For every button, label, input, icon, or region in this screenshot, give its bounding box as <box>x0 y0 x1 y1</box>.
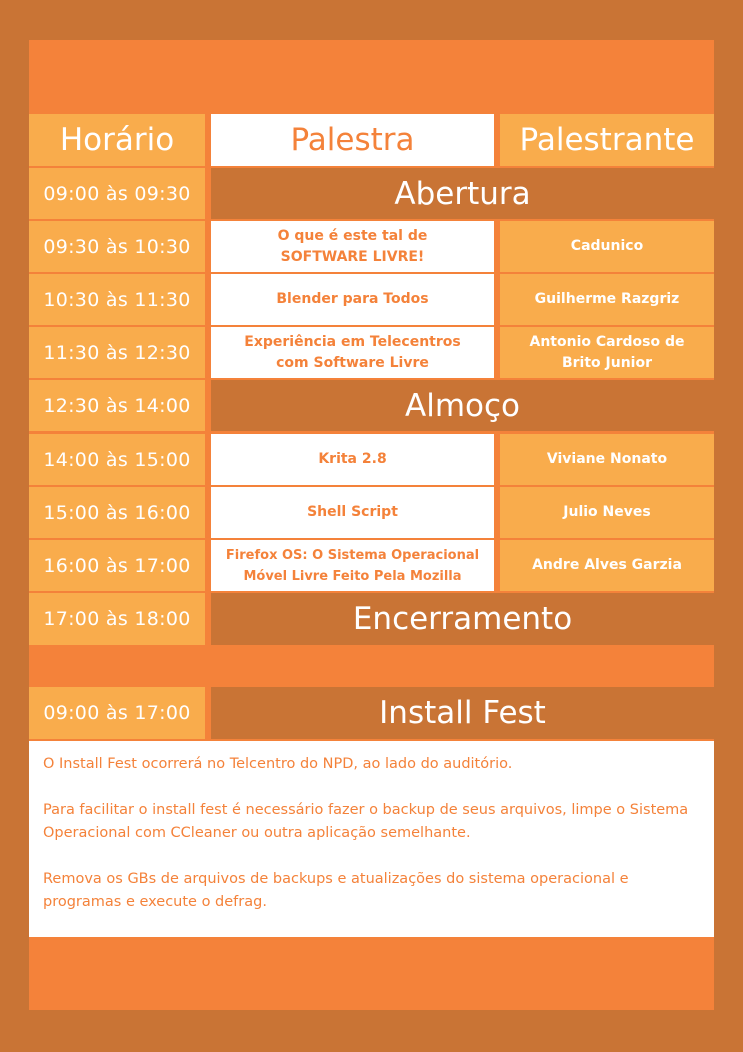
speaker-name: Julio Neves <box>500 487 714 538</box>
header-time: Horário <box>29 114 205 166</box>
info-paragraph: Para facilitar o install fest é necessário fazer o backup de seus arquivos, limpe o Sistema Operacional com CCleaner ou outra aplicação semelhante. <box>43 802 689 841</box>
session-abertura: Abertura <box>211 168 714 219</box>
info-paragraph: O Install Fest ocorrerá no Telcentro do NPD, ao lado do auditório. <box>43 756 513 772</box>
talk-title: Experiência em Telecentros com Software Livre <box>211 327 494 378</box>
install-fest-title: Install Fest <box>211 687 714 739</box>
talk-title: Firefox OS: O Sistema Operacional Móvel Livre Feito Pela Mozilla <box>211 540 494 591</box>
speaker-name: Guilherme Razgriz <box>500 274 714 325</box>
talk-title: Shell Script <box>211 487 494 538</box>
speaker-name: Cadunico <box>500 221 714 272</box>
time-slot: 09:30 às 10:30 <box>29 221 205 272</box>
speaker-name: Andre Alves Garzia <box>500 540 714 591</box>
info-paragraph: Remova os GBs de arquivos de backups e atualizações do sistema operacional e programas e execute o defrag. <box>43 871 629 910</box>
time-slot: 12:30 às 14:00 <box>29 380 205 431</box>
session-almoco: Almoço <box>211 380 714 431</box>
talk-title: O que é este tal de SOFTWARE LIVRE! <box>211 221 494 272</box>
time-slot: 14:00 às 15:00 <box>29 434 205 485</box>
time-slot: 09:00 às 09:30 <box>29 168 205 219</box>
schedule-panel <box>29 40 714 1010</box>
header-speaker: Palestrante <box>500 114 714 166</box>
time-slot: 17:00 às 18:00 <box>29 593 205 645</box>
time-slot: 15:00 às 16:00 <box>29 487 205 538</box>
session-encerramento: Encerramento <box>211 593 714 645</box>
time-slot: 10:30 às 11:30 <box>29 274 205 325</box>
talk-title: Blender para Todos <box>211 274 494 325</box>
install-fest-time: 09:00 às 17:00 <box>29 687 205 739</box>
time-slot: 11:30 às 12:30 <box>29 327 205 378</box>
time-slot: 16:00 às 17:00 <box>29 540 205 591</box>
speaker-name: Antonio Cardoso de Brito Junior <box>500 327 714 378</box>
header-talk: Palestra <box>211 114 494 166</box>
speaker-name: Viviane Nonato <box>500 434 714 485</box>
talk-title: Krita 2.8 <box>211 434 494 485</box>
install-fest-info <box>29 741 714 937</box>
